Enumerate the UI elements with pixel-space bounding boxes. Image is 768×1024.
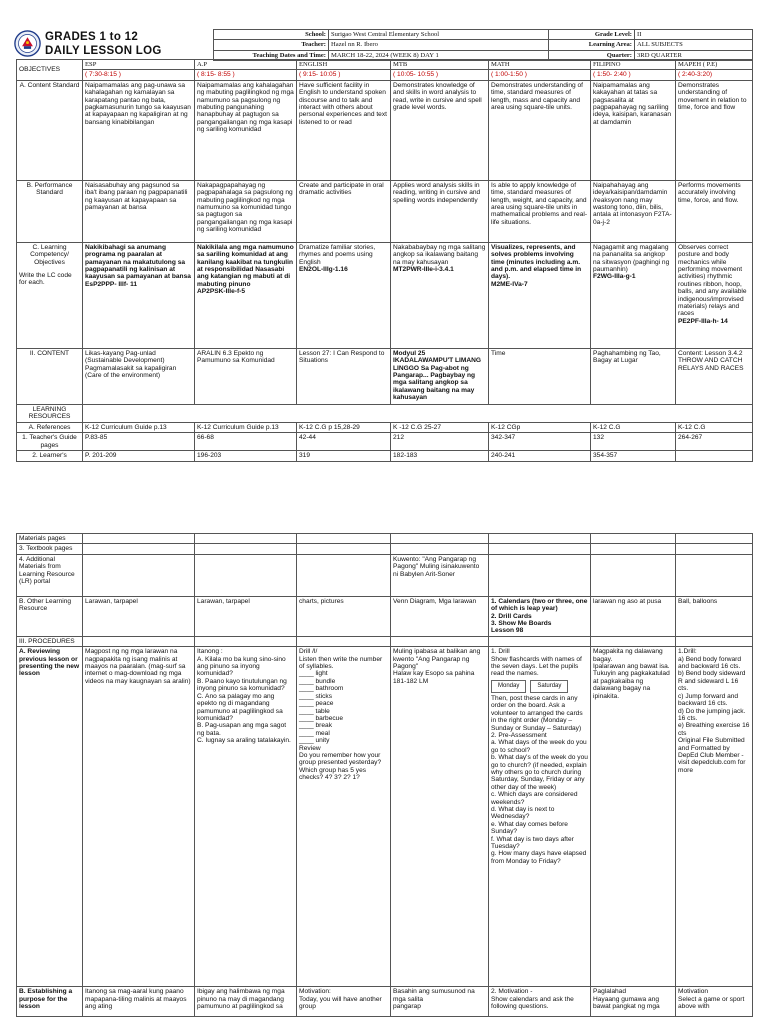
cell-text: Ball, balloons — [678, 597, 718, 605]
row-label-text: A. Content Standard — [19, 81, 80, 89]
cell-text: Naipamamalas ang kahalagahan ng mabuting paglilingkod ng mga namumuno sa pagsulong ng mabuting pangunahing hanapbuhay at pagtugon sa pangangailangan ng mga kasapi ng sariling komunidad — [197, 81, 294, 134]
cell-text: Lesson 27: I Can Respond to Situations — [299, 349, 385, 365]
time-mtb: ( 10:05- 10:55 ) — [391, 70, 489, 80]
cell-filipino — [591, 987, 676, 1017]
row-materials-pages — [17, 534, 753, 544]
dates-label: Teaching Dates and Time: — [214, 50, 329, 60]
empty-cell — [195, 636, 297, 646]
title-line-1: GRADES 1 to 12 — [45, 31, 139, 43]
lc-code: EN2OL-IIIg-1.16 — [299, 266, 348, 274]
time-math: ( 1:00-1:50 ) — [489, 70, 591, 80]
cell-mapeh — [676, 348, 753, 404]
deped-seal-icon — [14, 30, 41, 57]
cell-text: Create and participate in oral dramatic activities — [299, 181, 384, 197]
empty-cell — [489, 534, 591, 544]
cell-text: K-12 Curriculum Guide p.13 — [197, 423, 279, 431]
cell-mtb — [391, 433, 489, 451]
col-header-english: ENGLISH — [297, 60, 391, 70]
row-label — [17, 422, 83, 432]
row-ii-content — [17, 348, 753, 404]
empty-cell — [489, 544, 591, 554]
page-gap — [0, 470, 768, 528]
cell-text: Nakababaybay ng mga salitang angkop sa ikalawang baitang na may kahusayan — [393, 243, 486, 266]
empty-cell — [591, 534, 676, 544]
cell-english — [297, 80, 391, 180]
cell-filipino — [591, 596, 676, 636]
page-1 — [0, 0, 768, 470]
cell-mapeh — [676, 451, 753, 461]
cell-text: Naipamamalas ang kakayahan at tatas sa pagsasalita at pagpapahayag ng sariling ideya, kaisipan, karanasan at damdamin — [593, 81, 672, 126]
lc-code: PE2PF-IIIa-h- 14 — [678, 317, 728, 325]
cell-ap — [195, 451, 297, 461]
cell-esp — [83, 647, 195, 987]
cell-mapeh — [676, 554, 753, 596]
cell-text: larawan ng aso at pusa — [593, 597, 662, 605]
cell-text: 342-347 — [491, 434, 516, 442]
cell-mtb — [391, 422, 489, 432]
cell-ap — [195, 242, 297, 348]
row-label-text: 3. Textbook pages — [19, 545, 73, 553]
cell-text: Likas-kayang Pag-unlad (Sustainable Development) Pagmamalasakit sa kapaligiran (Care of the environment) — [85, 349, 177, 380]
col-header-filipino: FILIPINO — [591, 60, 676, 70]
cell-text: Kuwento: "Ang Pangarap ng Pagong" Muling isinakuwento ni Babylen Arit-Soner — [393, 555, 480, 578]
empty-cell — [195, 534, 297, 544]
cell-filipino — [591, 348, 676, 404]
title-line-2: DAILY LESSON LOG — [45, 45, 162, 57]
row-label — [17, 80, 83, 180]
cell-math — [489, 348, 591, 404]
row-label-text: B. Performance Standard — [26, 181, 73, 197]
lc-code: F2WG-IIIa-g-1 — [593, 273, 636, 281]
col-header-mtb: MTB — [391, 60, 489, 70]
cell-ap — [195, 647, 297, 987]
cell-mapeh — [676, 987, 753, 1017]
cell-text: Muling ipabasa at balikan ang kwento "Ang Pangarap ng Pagong" Halaw kay Esopo sa pahina 181-182 LM — [393, 648, 481, 685]
empty-cell — [591, 636, 676, 646]
cell-text: Magpost ng ng mga larawan na nagpapakita ng isang malinis at maayos na paaralan. (mag-surf sa internet o mag-download ng mga videos na may kaugnayan sa aralin) — [85, 648, 191, 685]
cell-mtb — [391, 987, 489, 1017]
cell-text: ARALIN 6.3 Epekto ng Pamumuno sa Komunidad — [197, 349, 275, 365]
row-a-content-standard — [17, 80, 753, 180]
cell-filipino — [591, 554, 676, 596]
empty-cell — [297, 544, 391, 554]
day-card-monday: Monday — [491, 680, 526, 693]
cell-text: Motivation: Today, you will have another group — [299, 988, 382, 1011]
empty-cell — [676, 544, 753, 554]
cell-math — [489, 451, 591, 461]
row-b-other-learning-resource — [17, 596, 753, 636]
cell-text: 264-267 — [678, 434, 703, 442]
row-label — [17, 348, 83, 404]
cell-text: K -12 C.G 25-27 — [393, 423, 442, 431]
cell-esp — [83, 80, 195, 180]
math-procedure-text: Then, post these cards in any order on the board. Ask a volunteer to arranged the cards in the right order (Monday – Sunday or Sunday – Saturday) 2. Pre-Assessment a. What days of the week do you go to school? b. What day's of the week do you go to church? (if needed, explain why others go to church during Saturday, Sunday, Friday or any other day of the week) c. Which days are considered weekends? d. What day is next to Wednesday? e. What day comes before Sunday? f. What day is two days after Tuesday? g. How many days have elapsed from Monday to Friday? — [491, 694, 588, 865]
cell-text: Naisasabuhay ang pagsunod sa iba't ibang paraan ng pagpapanatili ng kaayusan at kapayapaan sa pamayanan at bansa — [85, 181, 188, 212]
dates-value: MARCH 18-22, 2024 (WEEK 8) DAY 1 — [329, 50, 549, 60]
cell-english — [297, 180, 391, 242]
row-b-establishing-a-purpose-for-the-lesson — [17, 987, 753, 1017]
row-label-text: C. Learning Competency/ Objectives — [30, 243, 69, 266]
row-label-text: 2. Learner's — [32, 452, 67, 460]
cell-esp — [83, 242, 195, 348]
cell-text: Larawan, tarpapel — [85, 597, 138, 605]
teacher-value: Hazel nn R. Ibero — [329, 40, 549, 50]
row-label-text: Materials pages — [19, 535, 66, 542]
quarter-label: Quarter: — [549, 50, 635, 60]
cell-math — [489, 596, 591, 636]
cell-text: Drill /l/ Listen then write the number of syllables. ____ light ____ bundle ____ bathroom ____ sticks ____ peace ____ table ____ barbecue ____ break ____ meal ____ unity Review Do you remember how your group presented yesterday? Which group has 5 yes checks? 4? 3? 2? 1? — [299, 648, 383, 782]
cell-text: Larawan, tarpapel — [197, 597, 250, 605]
cell-mtb — [391, 647, 489, 987]
cell-esp — [83, 180, 195, 242]
cell-text: Paglalahad Hayaang gumawa ang bawat pangkat ng mga — [593, 988, 660, 1011]
cell-math — [489, 554, 591, 596]
row-2-learner-s — [17, 451, 753, 461]
empty-cell — [676, 636, 753, 646]
cell-text: 132 — [593, 434, 605, 442]
cell-text: Observes correct posture and body mechanics while performing movement activities) rhythmic routines ribbon, hoop, balls, and any available indigenous/improvised materials) relays and races — [678, 243, 747, 318]
grade-level-label: Grade Level: — [549, 30, 635, 40]
cell-text: Venn Diagram, Mga larawan — [393, 597, 477, 605]
cell-text: 2. Motivation - Show calendars and ask the following questions. — [491, 988, 574, 1011]
cell-ap — [195, 596, 297, 636]
cell-mapeh — [676, 180, 753, 242]
cell-text: Time — [491, 349, 506, 357]
col-header-math: MATH — [489, 60, 591, 70]
cell-text: 182-183 — [393, 452, 418, 460]
cell-text: 42-44 — [299, 434, 316, 442]
row-learning-resources — [17, 404, 753, 422]
row-label — [17, 544, 83, 554]
row-b-performance-standard — [17, 180, 753, 242]
cell-text: K-12 C.G — [678, 423, 706, 431]
cell-filipino — [591, 451, 676, 461]
empty-cell — [83, 404, 753, 422]
page-2 — [0, 528, 768, 1024]
cell-text: Nagagamit ang magalang na pananalita sa angkop na sitwasyon (paghingi ng paumanhin) — [593, 243, 670, 274]
cell-math — [489, 433, 591, 451]
school-label: School: — [214, 30, 329, 40]
cell-text: 212 — [393, 434, 405, 442]
empty-cell — [297, 534, 391, 544]
cell-math — [489, 647, 591, 987]
school-value: Surigao West Central Elementary School — [329, 30, 549, 40]
cell-esp — [83, 451, 195, 461]
row-a-reviewing-previous-lesson-or-presenting-the-new-lesson — [17, 647, 753, 987]
row-label — [17, 433, 83, 451]
cell-math — [489, 987, 591, 1017]
document-title — [45, 30, 162, 58]
row-label — [17, 534, 83, 544]
empty-cell — [391, 534, 489, 544]
cell-text: Demonstrates understanding of time, standard measures of length, mass and capacity and area using square-tile units. — [491, 81, 584, 112]
row-label-text: II. CONTENT — [29, 349, 70, 357]
cell-text: Ibigay ang halimbawa ng mga pinuno na may di magandang pamumuno at paglilingkod sa — [197, 988, 285, 1011]
cell-math — [489, 422, 591, 432]
cell-ap — [195, 180, 297, 242]
cell-ap — [195, 987, 297, 1017]
cell-mtb — [391, 451, 489, 461]
cell-mtb — [391, 596, 489, 636]
lc-code: EsP2PPP- IIIf- 11 — [85, 280, 138, 288]
cell-filipino — [591, 80, 676, 180]
row-label-note: Write the LC code for each. — [19, 272, 72, 287]
empty-cell — [83, 544, 195, 554]
cell-text: Performs movements accurately involving time, force, and flow. — [678, 181, 741, 204]
cell-english — [297, 647, 391, 987]
cell-english — [297, 987, 391, 1017]
cell-text: Demonstrates understanding of movement in relation to time, force and flow — [678, 81, 747, 112]
cell-english — [297, 596, 391, 636]
day-card-saturday: Saturday — [530, 680, 568, 693]
quarter-value: 3RD QUARTER — [635, 50, 753, 60]
lc-code: AP2PSK-IIIe-f-5 — [197, 288, 245, 296]
row-label-text: 1. Teacher's Guide pages — [22, 434, 77, 449]
cell-text: Itanong sa mag-aaral kung paano mapapana-tiling malinis at maayos ang ating — [85, 988, 187, 1011]
cell-text: 319 — [299, 452, 311, 460]
lesson-log-table-page-2 — [16, 533, 753, 1017]
cell-text: Nakikilala ang mga namumuno sa sariling komunidad at ang kanilang kaakibat na tungkulin at responsibilidad Nasasabi ang katangian ng mabuti at di mabuting pinuno — [197, 243, 294, 288]
empty-cell — [391, 544, 489, 554]
cell-text: Is able to apply knowledge of time, standard measures of length, weight, and capacity, and area using square-tile units in mathematical problems and real-life situations. — [491, 181, 588, 226]
cell-mtb — [391, 180, 489, 242]
empty-cell — [83, 534, 195, 544]
cell-math — [489, 242, 591, 348]
cell-esp — [83, 422, 195, 432]
cell-text: K-12 Curriculum Guide p.13 — [85, 423, 167, 431]
empty-cell — [83, 636, 195, 646]
row-label — [17, 180, 83, 242]
empty-cell — [489, 636, 591, 646]
cell-esp — [83, 554, 195, 596]
cell-text: 354-357 — [593, 452, 618, 460]
cell-math — [489, 180, 591, 242]
cell-text: 66-68 — [197, 434, 214, 442]
cell-text: Demonstrates knowledge of and skills in word analysis to read, write in cursive and spell grade level words. — [393, 81, 482, 112]
row-3-textbook-pages — [17, 544, 753, 554]
cell-text: K-12 C.G — [593, 423, 621, 431]
cell-text: Naipahahayag ang ideya/kaisipan/damdamin /reaksyon nang may wastong tono, diin, bilis, antala at intonasyon F2TA-0a-j-2 — [593, 181, 672, 226]
cell-ap — [195, 80, 297, 180]
cell-text: 1. Calendars (two or three, one of which is leap year) 2. Drill Cards 3. Show Me Boards Lesson 98 — [491, 597, 588, 635]
cell-ap — [195, 554, 297, 596]
cell-english — [297, 451, 391, 461]
cell-text: K-12 CGp — [491, 423, 521, 431]
row-label — [17, 596, 83, 636]
lc-code: MT2PWR-IIIe-i-3.4.1 — [393, 266, 454, 274]
cell-text: Paghahambing ng Tao, Bagay at Lugar — [593, 349, 661, 365]
teacher-label: Teacher: — [214, 40, 329, 50]
day-cards — [491, 678, 588, 695]
cell-mtb — [391, 242, 489, 348]
row-c-learning-competency-objectives — [17, 242, 753, 348]
cell-english — [297, 554, 391, 596]
cell-text: 240-241 — [491, 452, 516, 460]
cell-filipino — [591, 180, 676, 242]
time-english: ( 9:15- 10:05 ) — [297, 70, 391, 80]
row-label-text: A. References — [28, 423, 71, 431]
learning-area-label: Learning Area: — [549, 40, 635, 50]
cell-math — [489, 80, 591, 180]
row-iii-procedures — [17, 636, 753, 646]
col-header-ap: A.P — [195, 60, 297, 70]
cell-text: Magpakita ng dalawang bagay. Ipalarawan ang bawat isa. Tukuyin ang pagkakatulad at pagkakaiba ng dalawang bagay na ipinakita. — [593, 648, 670, 700]
cell-text: 1.Drill: a) Bend body forward and backward 16 cts. b) Bend body sideward R and sideward L 16 cts. c) Jump forward and backward 16 cts. d) Do the jumping jack. 16 cts. e) Breathing exercise 16 cts Original File Submitted and Formatted by DepEd Club Member - visit depedclub.com for more — [678, 648, 750, 774]
row-label-text: B. Other Learning Resource — [19, 597, 72, 613]
empty-cell — [195, 544, 297, 554]
cell-mapeh — [676, 242, 753, 348]
cell-text: Applies word analysis skills in reading, writing in cursive and spelling words independently — [393, 181, 481, 204]
row-label — [17, 554, 83, 596]
cell-filipino — [591, 433, 676, 451]
lesson-log-table-page-1 — [16, 59, 753, 462]
cell-esp — [83, 433, 195, 451]
empty-cell — [391, 636, 489, 646]
cell-text: Motivation Select a game or sport above with — [678, 988, 745, 1011]
row-label-text: LEARNING RESOURCES — [28, 405, 71, 421]
cell-filipino — [591, 242, 676, 348]
col-header-mapeh: MAPEH ( P.E) — [676, 60, 753, 70]
row-label-text: III. PROCEDURES — [19, 637, 75, 645]
cell-ap — [195, 422, 297, 432]
cell-mapeh — [676, 80, 753, 180]
row-label — [17, 647, 83, 987]
row-label-text: B. Establishing a purpose for the lesson — [19, 988, 73, 1011]
cell-text: Nakikibahagi sa anumang programa ng paaralan at pamayanan na makatutulong sa pagpapanatili ng kalinisan at kaayusan sa pamayanan at bansa — [85, 243, 191, 281]
cell-text: Itanong : A. Kilala mo ba kung sino-sino ang pinuno sa inyong komunidad? B. Paano kayo tinutulungan ng inyong pinuno sa komunidad? C. Ano sa palagay mo ang epekto ng di magandang pamumuno at paglilingkod sa komunidad? B. Pag-usapan ang mga sagot ng bata. C. Iugnay sa araling tatalakayin. — [197, 648, 291, 745]
cell-esp — [83, 596, 195, 636]
cell-text: 196-203 — [197, 452, 222, 460]
row-label-text: 4. Additional Materials from Learning Resource (LR) portal — [19, 555, 75, 586]
col-header-esp: ESP — [83, 60, 195, 70]
lc-code: M2ME-IVa-7 — [491, 280, 528, 288]
row-4-additional-materials-from-learning-resource-lr-portal — [17, 554, 753, 596]
cell-mapeh — [676, 647, 753, 987]
time-ap: ( 8:15- 8:55 ) — [195, 70, 297, 80]
cell-text: 1. Drill Show flashcards with names of the seven days. Let the pupils read the names. — [491, 648, 582, 678]
cell-english — [297, 433, 391, 451]
row-label — [17, 987, 83, 1017]
cell-mtb — [391, 554, 489, 596]
cell-mtb — [391, 80, 489, 180]
cell-text: Nakapagpapahayag ng pagpapahalaga sa pagsulong ng mabuting paglilingkod ng mga namumuno sa komunidad tungo sa pagtugon sa pangangailangan ng mga kasapi ng sariling komunidad — [197, 181, 293, 234]
cell-english — [297, 348, 391, 404]
row-label — [17, 636, 83, 646]
cell-english — [297, 422, 391, 432]
time-mapeh: ( 2:40-3:20) — [676, 70, 753, 80]
row-label — [17, 242, 83, 348]
cell-text: Visualizes, represents, and solves problems involving time (minutes including a.m. and p.m. and elapsed time in days). — [491, 243, 582, 281]
cell-text: P. 201-209 — [85, 452, 117, 460]
time-esp: ( 7:30-8:15 ) — [83, 70, 195, 80]
row-1-teacher-s-guide-pages — [17, 433, 753, 451]
cell-mapeh — [676, 596, 753, 636]
cell-esp — [83, 348, 195, 404]
cell-text: Basahin ang sumusunod na mga salita pangarap — [393, 988, 475, 1011]
cell-text: Naipamamalas ang pag-unawa sa kahalagahan ng kamalayan sa karapatang pantao ng bata, pagkamasunurin tungo sa kaayusan at kapayapaan ng kapaligiran at ng bansang kinabibilangan — [85, 81, 191, 126]
cell-filipino — [591, 422, 676, 432]
objectives-header: OBJECTIVES — [17, 60, 83, 81]
time-filipino: ( 1:50- 2:40 ) — [591, 70, 676, 80]
cell-text: Modyul 25 IKADALAWAMPU'T LIMANG LINGGO Sa Pag-abot ng Pangarap... Pagbaybay ng mga salitang angkop sa ikalawang baitang na may kahusayan — [393, 349, 482, 402]
row-a-references — [17, 422, 753, 432]
row-label-text: A. Reviewing previous lesson or presenting the new lesson — [19, 648, 80, 678]
cell-mapeh — [676, 433, 753, 451]
empty-cell — [591, 544, 676, 554]
empty-cell — [676, 534, 753, 544]
grade-level-value: II — [635, 30, 753, 40]
row-label — [17, 451, 83, 461]
cell-mapeh — [676, 422, 753, 432]
empty-cell — [297, 636, 391, 646]
cell-mtb — [391, 348, 489, 404]
cell-text: K-12 C.G p 15,28-29 — [299, 423, 360, 431]
cell-ap — [195, 348, 297, 404]
cell-text: charts, pictures — [299, 597, 344, 605]
cell-english — [297, 242, 391, 348]
cell-text: Content: Lesson 3.4.2 THROW AND CATCH RELAYS AND RACES — [678, 349, 744, 372]
cell-esp — [83, 987, 195, 1017]
cell-text: P.83-85 — [85, 434, 108, 442]
cell-filipino — [591, 647, 676, 987]
learning-area-value: ALL SUBJECTS — [635, 40, 753, 50]
cell-text: Have sufficient facility in English to understand spoken discourse and to talk and interact with others about personal experiences and text listened to or read — [299, 81, 387, 126]
row-label — [17, 404, 83, 422]
cell-ap — [195, 433, 297, 451]
header-info-table — [213, 29, 753, 61]
cell-text: Dramatize familiar stories, rhymes and poems using English — [299, 243, 376, 266]
